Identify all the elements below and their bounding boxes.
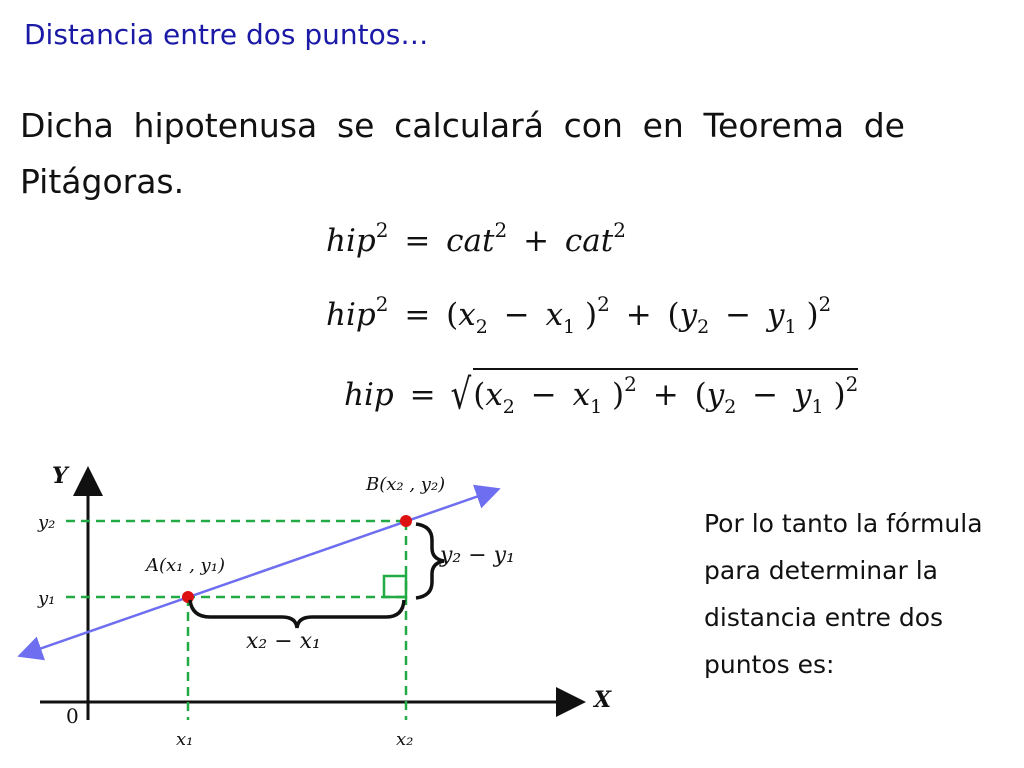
- tick-y2: y₂: [38, 512, 56, 533]
- equation-pythagoras: hip$^2$ = cat$^2$ + cat$^2$: [326, 218, 626, 259]
- tick-x2: x₂: [396, 729, 414, 750]
- tick-x1: x₁: [176, 729, 194, 750]
- point-b-label: B(x₂ , y₂): [366, 474, 446, 495]
- dx-brace: [190, 600, 404, 628]
- slide-title: Distancia entre dos puntos…: [24, 18, 429, 51]
- equation-squared-differences: $hip^2 = (x_2 - x_1$ )$^2 + (y_2 - y_1$ )$^2$: [326, 292, 832, 338]
- intro-paragraph: Dicha hipotenusa se calculará con en Teorema de Pitágoras.: [20, 106, 905, 201]
- point-a-label: A(x₁ , y₁): [146, 555, 225, 576]
- point-a: [182, 591, 194, 603]
- radical-sign: √: [450, 370, 472, 420]
- right-angle-marker: [384, 576, 406, 597]
- radicand: ($x_2 - x_1$ )$^2 + (y_2 - y_1$ )$^2$: [473, 368, 858, 418]
- equation-distance-root: hip = $√(x_2 - x_1$ )$^2 + (y_2 - y_1$ )$^2$: [344, 368, 858, 418]
- point-b: [400, 515, 412, 527]
- origin-label: 0: [66, 704, 79, 728]
- tick-y1: y₁: [38, 588, 56, 609]
- dx-label: x₂ − x₁: [246, 629, 321, 654]
- dy-label: y₂ − y₁: [440, 543, 515, 568]
- conclusion-text: Por lo tanto la fórmula para determinar la distancia entre dos puntos es:: [704, 509, 983, 679]
- x-axis-name: X: [594, 687, 612, 713]
- y-axis-name: Y: [52, 463, 68, 489]
